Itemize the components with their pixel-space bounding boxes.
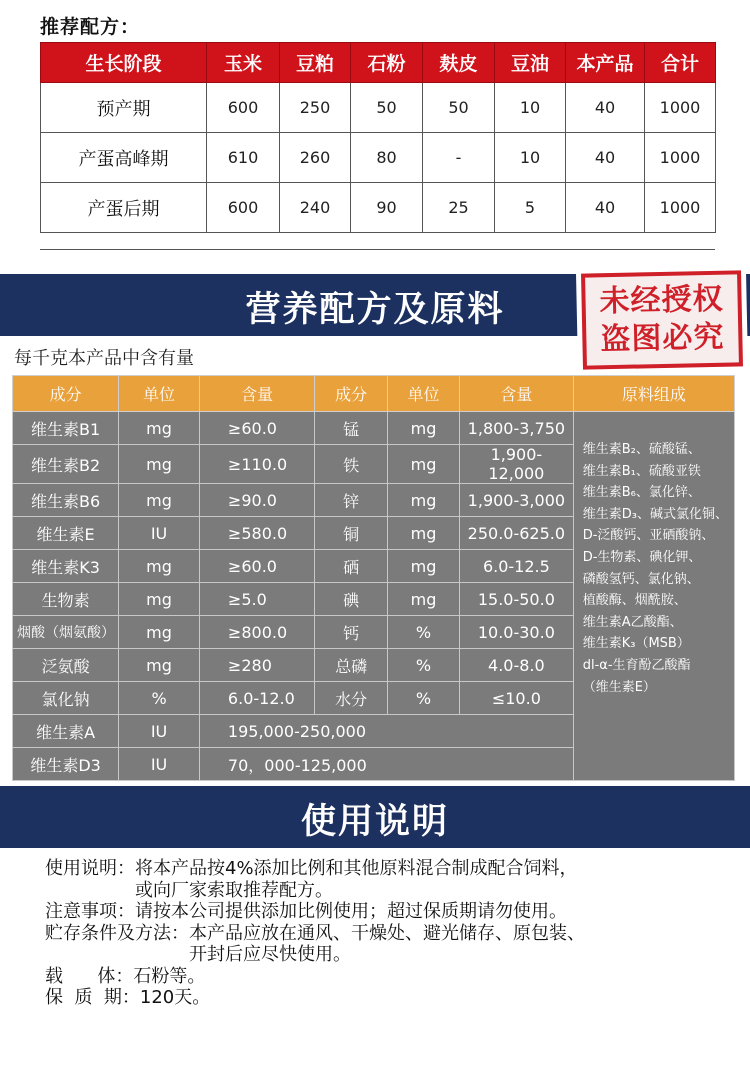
table-cell: 1,900-3,000 — [460, 484, 574, 517]
ingredient-line: 维生素B₁、硫酸亚铁 — [582, 463, 701, 479]
table-cell: mg — [119, 484, 200, 517]
table-cell: 铁 — [315, 445, 388, 484]
header-cell: 单位 — [119, 376, 200, 412]
table-cell: - — [423, 133, 495, 183]
usage-item — [45, 923, 725, 966]
table-cell: 维生素B2 — [13, 445, 119, 484]
table-cell: IU — [119, 517, 200, 550]
header-cell: 石粉 — [351, 43, 423, 83]
header-cell: 成分 — [13, 376, 119, 412]
table-cell: mg — [119, 616, 200, 649]
stamp-line: 盗图必究 — [600, 319, 725, 358]
table-header-row — [13, 376, 735, 412]
table-cell: 维生素B1 — [13, 412, 119, 445]
header-cell: 生长阶段 — [41, 43, 207, 83]
usage-text: 石粉等。 — [133, 965, 206, 987]
usage-text: 本产品应放在通风、干燥处、避光储存、原包装、 开封后应尽快使用。 — [189, 922, 585, 965]
header-cell: 成分 — [315, 376, 388, 412]
stamp-line: 未经授权 — [599, 281, 724, 320]
table-cell: ≥800.0 — [199, 616, 314, 649]
table-cell: ≥580.0 — [199, 517, 314, 550]
table-cell: mg — [119, 412, 200, 445]
usage-item — [45, 901, 725, 923]
header-cell: 含量 — [199, 376, 314, 412]
table-cell: ≥5.0 — [199, 583, 314, 616]
table-cell: % — [388, 616, 460, 649]
table-cell: 烟酸（烟氨酸） — [13, 616, 119, 649]
usage-item — [45, 966, 725, 988]
usage-banner-title: 使用说明 — [300, 802, 449, 842]
table-cell: 维生素K3 — [13, 550, 119, 583]
table-cell: mg — [119, 649, 200, 682]
table-cell: mg — [119, 445, 200, 484]
table-cell: ≥60.0 — [199, 412, 314, 445]
ingredient-line: 植酸酶、烟酰胺、 — [582, 593, 687, 609]
usage-item — [45, 987, 725, 1009]
stage-cell: 预产期 — [41, 83, 207, 133]
stage-cell: 产蛋高峰期 — [41, 133, 207, 183]
table-cell: 碘 — [315, 583, 388, 616]
nutrition-table-panel — [12, 375, 735, 777]
table-header-row — [41, 43, 716, 83]
ingredient-line: D-生物素、碘化钾、 — [582, 549, 702, 565]
divider — [40, 249, 715, 250]
usage-label: 使用说明： — [45, 858, 135, 879]
table-cell: 1000 — [645, 83, 716, 133]
table-cell: mg — [119, 583, 200, 616]
table-cell: 总磷 — [315, 649, 388, 682]
table-cell: % — [388, 682, 460, 715]
table-row — [41, 133, 716, 183]
table-cell: ≥280 — [199, 649, 314, 682]
table-cell: 钙 — [315, 616, 388, 649]
table-cell: 6.0-12.5 — [460, 550, 574, 583]
header-cell: 合计 — [645, 43, 716, 83]
table-cell: 1,900-12,000 — [460, 445, 574, 484]
ingredient-line: D-泛酸钙、亚硒酸钠、 — [582, 528, 715, 544]
table-cell: 1,800-3,750 — [460, 412, 574, 445]
table-cell: 90 — [351, 183, 423, 233]
table-row — [41, 83, 716, 133]
ingredients-cell — [573, 412, 734, 781]
table-cell: 1000 — [645, 183, 716, 233]
table-cell: mg — [119, 550, 200, 583]
usage-text: 请按本公司提供添加比例使用；超过保质期请勿使用。 — [135, 901, 567, 922]
ingredient-line: 维生素D₃、碱式氯化铜、 — [582, 506, 728, 522]
table-cell: 4.0-8.0 — [460, 649, 574, 682]
table-cell: 50 — [423, 83, 495, 133]
table-cell: 氯化钠 — [13, 682, 119, 715]
header-cell: 豆粕 — [280, 43, 351, 83]
table-cell: 维生素E — [13, 517, 119, 550]
usage-label: 注意事项： — [45, 901, 135, 922]
table-cell: 240 — [280, 183, 351, 233]
table-cell: 40 — [566, 183, 645, 233]
table-cell: 25 — [423, 183, 495, 233]
ingredient-line: dl-α-生育酚乙酸酯 — [582, 657, 691, 673]
table-cell: 40 — [566, 83, 645, 133]
table-cell: IU — [119, 748, 200, 781]
usage-text: 将本产品按4%添加比例和其他原料混合制成配合饲料， 或向厂家索取推荐配方。 — [135, 858, 578, 901]
table-cell: 10 — [495, 83, 566, 133]
header-cell: 麸皮 — [423, 43, 495, 83]
table-cell: 80 — [351, 133, 423, 183]
ingredient-line: 维生素B₆、氯化锌、 — [582, 485, 701, 501]
table-cell: 40 — [566, 133, 645, 183]
table-cell: 1000 — [645, 133, 716, 183]
ingredient-line: 维生素B₂、硫酸锰、 — [582, 442, 701, 457]
header-cell: 原料组成 — [573, 376, 734, 412]
table-row — [41, 183, 716, 233]
table-cell: % — [388, 649, 460, 682]
table-cell: 6.0-12.0 — [199, 682, 314, 715]
usage-text: 120天。 — [139, 987, 211, 1008]
table-cell: mg — [388, 445, 460, 484]
table-cell: 锌 — [315, 484, 388, 517]
table-cell: % — [119, 682, 200, 715]
table-cell: ≤10.0 — [460, 682, 574, 715]
table-cell: 70，000-125,000 — [199, 748, 573, 781]
table-cell: mg — [388, 550, 460, 583]
nutrition-table — [12, 375, 735, 781]
table-cell: 铜 — [315, 517, 388, 550]
table-cell: 10 — [495, 133, 566, 183]
usage-label: 保 质 期： — [45, 987, 140, 1008]
table-cell: 600 — [207, 183, 280, 233]
header-cell: 含量 — [460, 376, 574, 412]
ingredient-line: 维生素A乙酸酯、 — [582, 614, 683, 630]
table-cell: mg — [388, 583, 460, 616]
usage-section — [45, 858, 725, 1009]
table-cell: 50 — [351, 83, 423, 133]
table-cell: mg — [388, 517, 460, 550]
table-cell: 锰 — [315, 412, 388, 445]
ingredient-line: （维生素E） — [582, 679, 656, 695]
usage-label: 载 体： — [45, 965, 134, 987]
table-cell: 10.0-30.0 — [460, 616, 574, 649]
table-cell: 250.0-625.0 — [460, 517, 574, 550]
table-cell: 生物素 — [13, 583, 119, 616]
table-cell: 600 — [207, 83, 280, 133]
table-cell: ≥110.0 — [199, 445, 314, 484]
nutrition-subtitle: 每千克本产品中含有量 — [14, 348, 194, 369]
table-cell: 维生素D3 — [13, 748, 119, 781]
table-cell: 195,000-250,000 — [199, 715, 573, 748]
stage-cell: 产蛋后期 — [41, 183, 207, 233]
table-cell: mg — [388, 484, 460, 517]
table-cell: ≥90.0 — [199, 484, 314, 517]
header-cell: 本产品 — [566, 43, 645, 83]
table-cell: 泛氨酸 — [13, 649, 119, 682]
table-cell: 硒 — [315, 550, 388, 583]
usage-label: 贮存条件及方法： — [45, 922, 189, 944]
table-row — [13, 412, 735, 445]
table-cell: 水分 — [315, 682, 388, 715]
ingredient-line: 磷酸氢钙、氯化钠、 — [582, 571, 700, 587]
header-cell: 豆油 — [495, 43, 566, 83]
table-cell: IU — [119, 715, 200, 748]
header-cell: 单位 — [388, 376, 460, 412]
recommended-title: 推荐配方： — [40, 16, 141, 38]
table-cell: 维生素A — [13, 715, 119, 748]
header-cell: 玉米 — [207, 43, 280, 83]
table-cell: 610 — [207, 133, 280, 183]
nutrition-banner-title: 营养配方及原料 — [245, 290, 505, 330]
recommended-formula-table — [40, 42, 716, 233]
copyright-stamp — [576, 265, 748, 375]
table-cell: ≥60.0 — [199, 550, 314, 583]
ingredient-line: 维生素K₃（MSB） — [582, 636, 690, 652]
table-cell: 维生素B6 — [13, 484, 119, 517]
table-cell: mg — [388, 412, 460, 445]
table-cell: 5 — [495, 183, 566, 233]
table-cell: 250 — [280, 83, 351, 133]
usage-item — [45, 858, 725, 901]
table-cell: 15.0-50.0 — [460, 583, 574, 616]
table-cell: 260 — [280, 133, 351, 183]
